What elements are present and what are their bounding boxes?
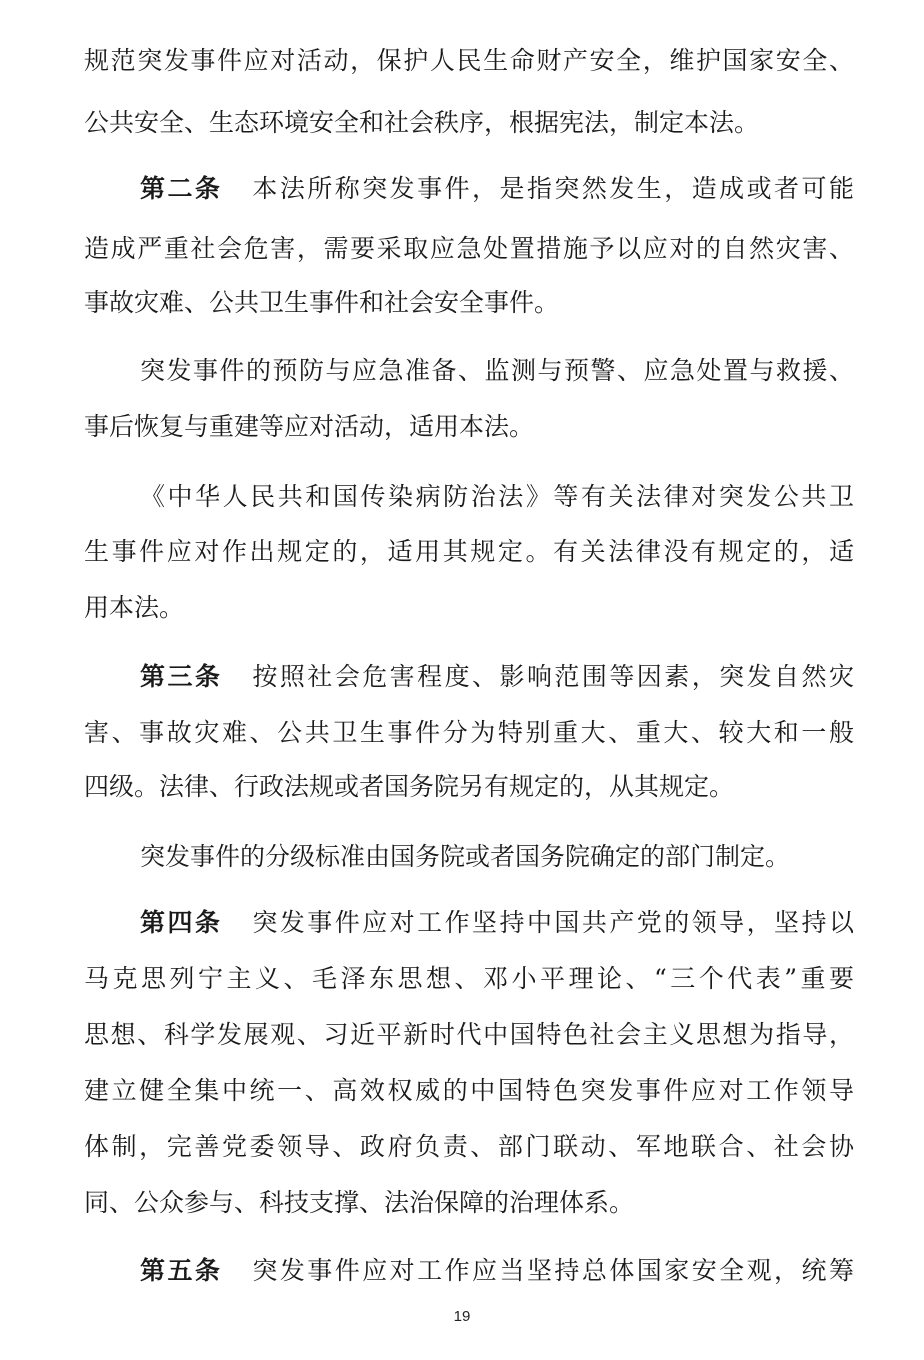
text-line: 用本法。 bbox=[84, 593, 185, 622]
text-line: 公共安全、生态环境安全和社会秩序，根据宪法，制定本法。 bbox=[84, 108, 760, 137]
text-line: 建立健全集中统一、高效权威的中国特色突发事件应对工作领导 bbox=[84, 1076, 854, 1105]
article-heading: 第四条 bbox=[140, 908, 223, 937]
text-line: 生事件应对作出规定的，适用其规定。有关法律没有规定的，适 bbox=[84, 537, 854, 566]
article-4-line: 第四条 突发事件应对工作坚持中国共产党的领导，坚持以 bbox=[140, 908, 854, 937]
text-line: 思想、科学发展观、习近平新时代中国特色社会主义思想为指导， bbox=[84, 1020, 854, 1049]
text-line: 事故灾难、公共卫生事件和社会安全事件。 bbox=[84, 288, 560, 317]
article-3-line: 第三条 按照社会危害程度、影响范围等因素，突发自然灾 bbox=[140, 662, 854, 691]
text-line: 《中华人民共和国传染病防治法》等有关法律对突发公共卫 bbox=[140, 482, 854, 511]
article-heading: 第三条 bbox=[140, 662, 223, 691]
article-5-line: 第五条 突发事件应对工作应当坚持总体国家安全观，统筹 bbox=[140, 1256, 854, 1285]
text-line: 突发事件的预防与应急准备、监测与预警、应急处置与救援、 bbox=[140, 356, 854, 385]
page-number: 19 bbox=[453, 1308, 471, 1325]
text-line: 体制，完善党委领导、政府负责、部门联动、军地联合、社会协 bbox=[84, 1132, 854, 1161]
article-heading: 第二条 bbox=[140, 174, 223, 203]
text-line: 害、事故灾难、公共卫生事件分为特别重大、重大、较大和一般 bbox=[84, 718, 854, 747]
text-line: 事后恢复与重建等应对活动，适用本法。 bbox=[84, 412, 535, 441]
article-2-line: 第二条 本法所称突发事件，是指突然发生，造成或者可能 bbox=[140, 174, 854, 203]
text-line: 突发事件的分级标准由国务院或者国务院确定的部门制定。 bbox=[140, 842, 791, 871]
article-heading: 第五条 bbox=[140, 1256, 223, 1285]
text-line: 造成严重社会危害，需要采取应急处置措施予以应对的自然灾害、 bbox=[84, 234, 854, 263]
text-line: 规范突发事件应对活动，保护人民生命财产安全，维护国家安全、 bbox=[84, 46, 854, 75]
text-line: 四级。法律、行政法规或者国务院另有规定的，从其规定。 bbox=[84, 772, 735, 801]
text-line: 同、公众参与、科技支撑、法治保障的治理体系。 bbox=[84, 1188, 635, 1217]
text-line: 马克思列宁主义、毛泽东思想、邓小平理论、“三个代表”重要 bbox=[84, 964, 854, 993]
